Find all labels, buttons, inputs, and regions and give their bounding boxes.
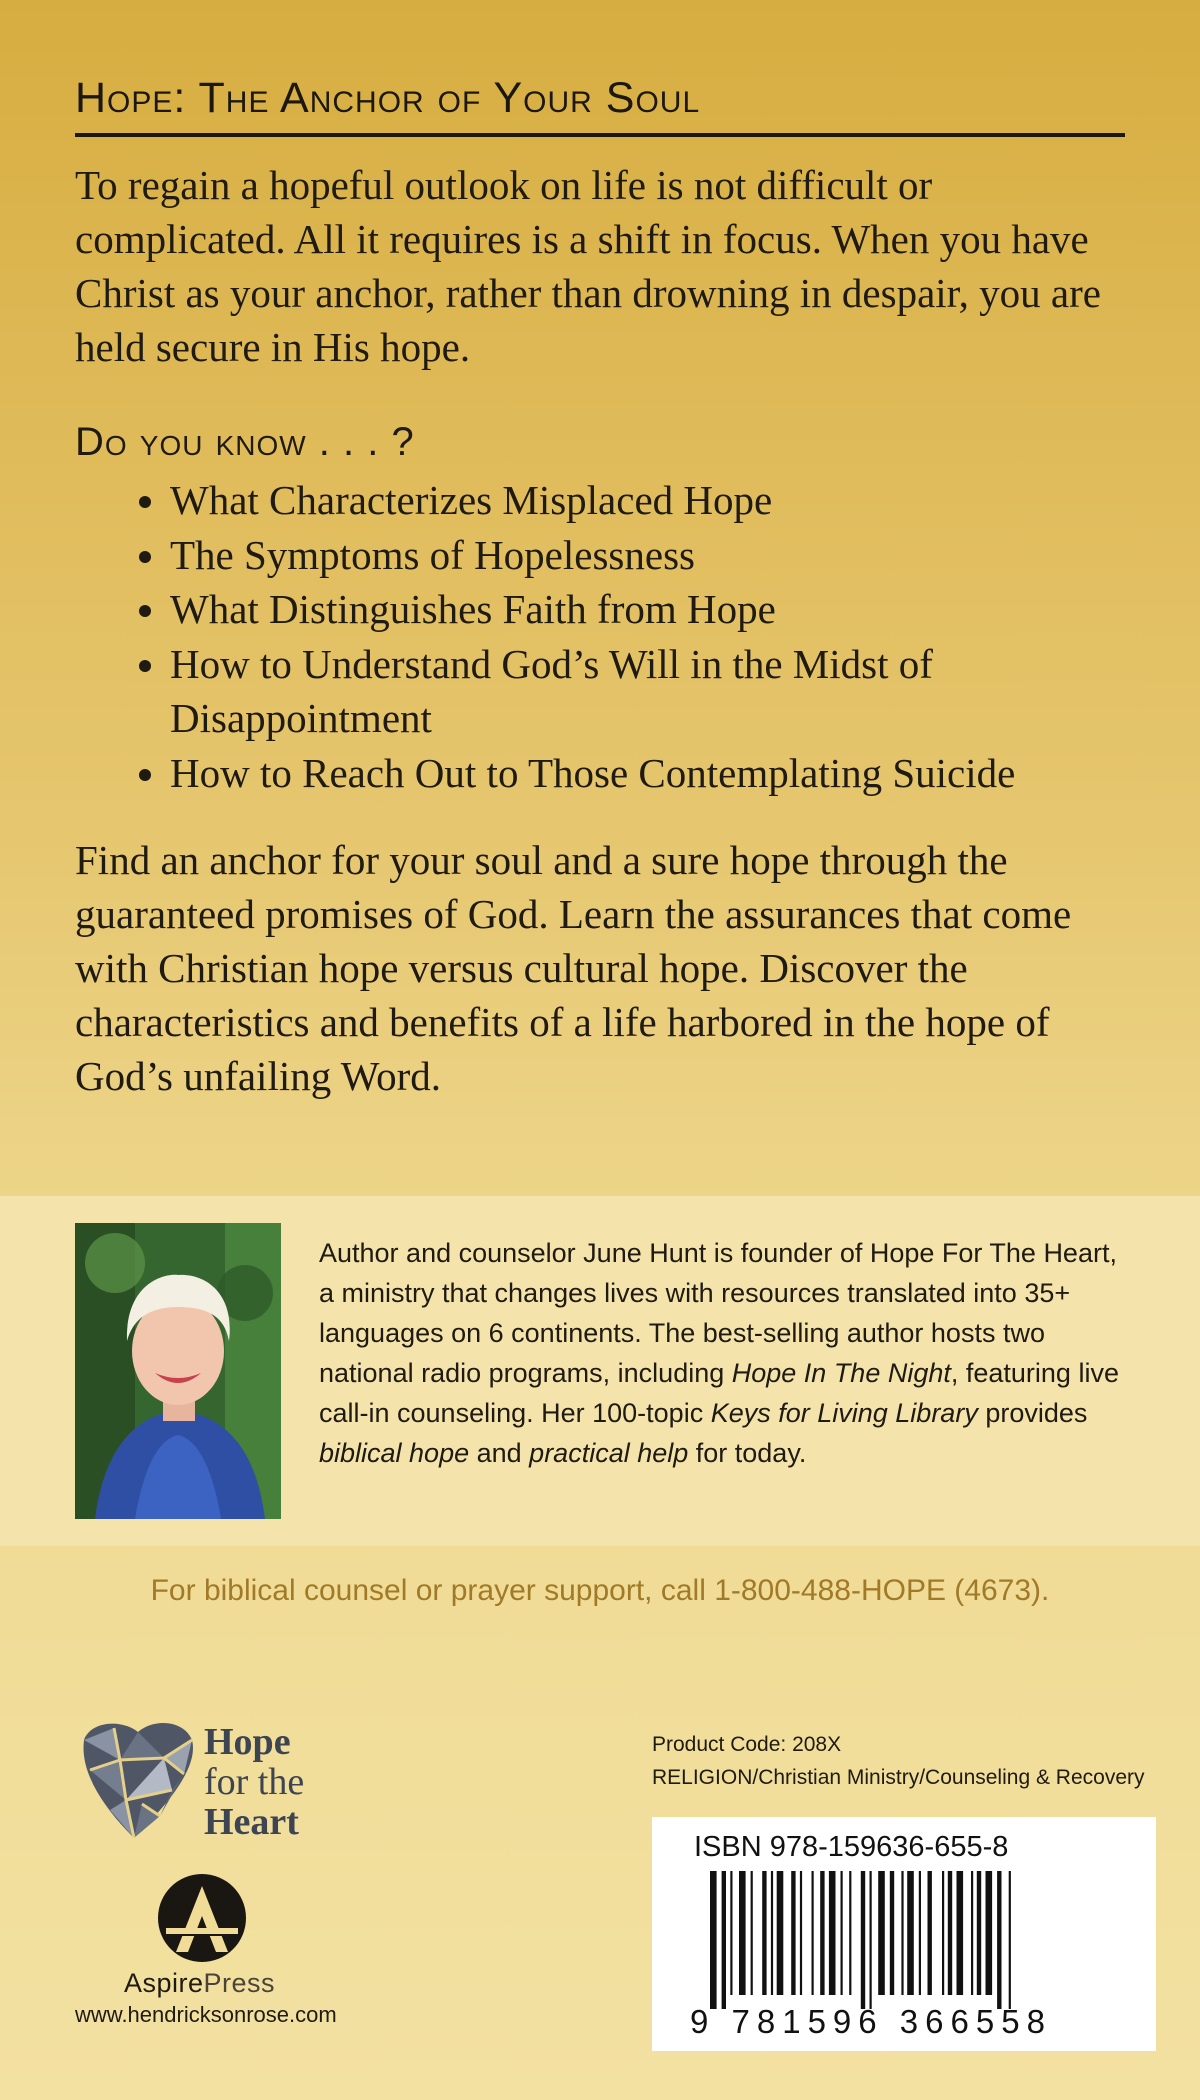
- list-item: • What Characterizes Misplaced Hope: [170, 473, 1180, 528]
- intro-paragraph: To regain a hopeful outlook on life is not difficult or complicated. All it requires is a shift in focus. When you have Christ as your anchor, rather than drowning in despair, you are held secure in His hope.: [75, 162, 1101, 370]
- product-category: RELIGION/Christian Ministry/Counseling & Recovery: [652, 1766, 1145, 1789]
- closing-paragraph: Find an anchor for your soul and a sure hope through the guaranteed promises of God. Learn the assurances that come with Christian hope versus cultural hope. Discover the characteristics and benefits of a life harbored in the hope of God’s unfailing Word.: [75, 837, 1072, 1099]
- product-code: Product Code: 208X: [652, 1733, 842, 1756]
- do-you-know-heading: Do you know . . . ?: [75, 420, 415, 464]
- barcode-digits: 9 781596 366558: [690, 2003, 1052, 2040]
- author-bio: Author and counselor June Hunt is founder of Hope For The Heart, a ministry that changes lives with resources translated into 35+ languages on 6 continents. The best-selling author hosts two national radio programs, including Hope In The Night, featuring live call-in counseling. Her 100-topic Keys for Living Library provides biblical hope and practical help for today.: [319, 1238, 1119, 1468]
- barcode-icon: [708, 1871, 1108, 2009]
- product-info: [652, 1728, 1172, 1794]
- publisher-website: www.hendricksonrose.com: [75, 2002, 337, 2027]
- hope-for-the-heart-wordmark: Hope for the Heart: [204, 1721, 305, 1843]
- topic-list: [120, 473, 1180, 800]
- list-item: • How to Reach Out to Those Contemplating Suicide: [170, 746, 1180, 801]
- aspire-a-icon: [156, 1872, 248, 1964]
- counsel-phone-callout: For biblical counsel or prayer support, call 1-800-488-HOPE (4673).: [150, 1574, 1050, 1607]
- list-item: • How to Understand God’s Will in the Midst of Disappointment: [170, 637, 1180, 746]
- aspire-press-wordmark: AspirePress: [124, 1968, 276, 1998]
- list-item: • The Symptoms of Hopelessness: [170, 528, 1180, 583]
- isbn-label: ISBN 978-159636-655-8: [694, 1831, 1009, 1863]
- list-item: • What Distinguishes Faith from Hope: [170, 582, 1180, 637]
- cover-title: Hope: The Anchor of Your Soul: [75, 74, 1125, 137]
- author-photo: [75, 1223, 281, 1519]
- barcode-panel: [652, 1817, 1156, 2051]
